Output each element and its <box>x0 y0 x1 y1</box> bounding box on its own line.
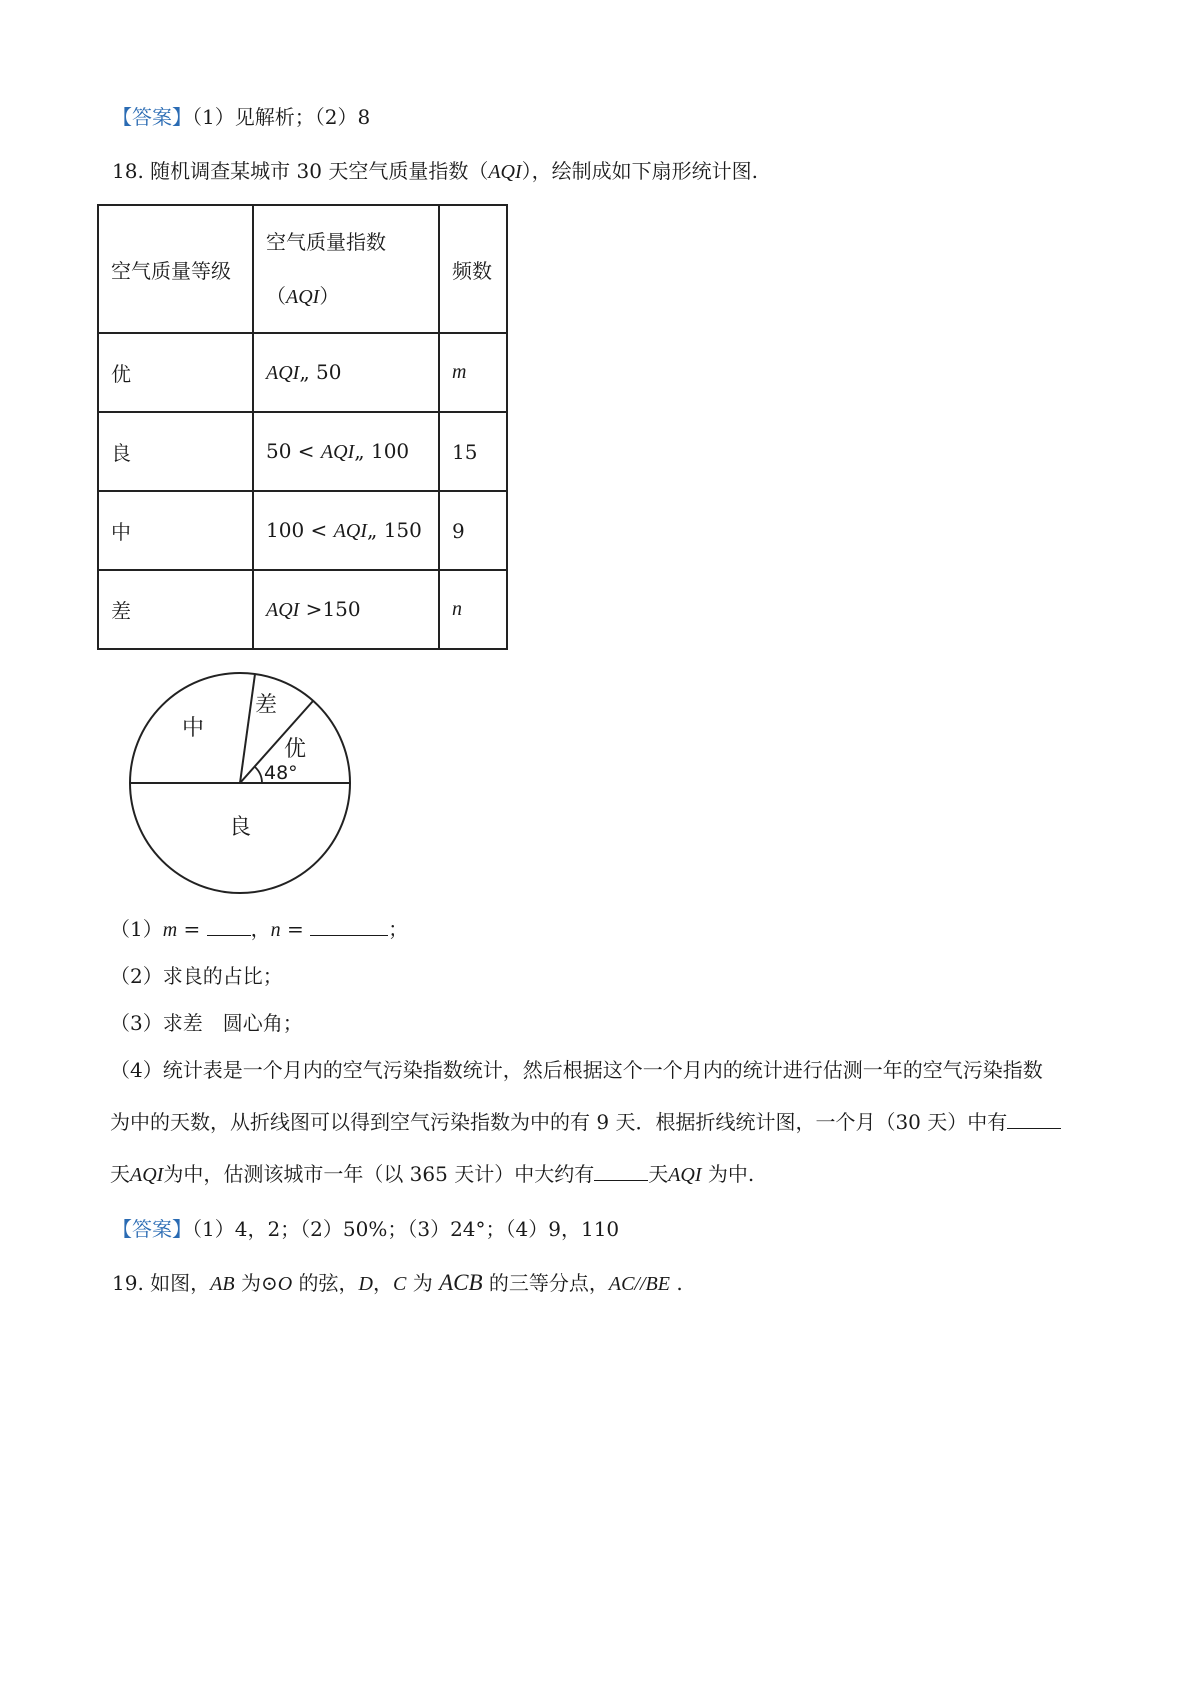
blank-days-year <box>594 1160 648 1181</box>
stem-text: 随机调查某城市 30 天空气质量指数（ <box>150 159 489 183</box>
table-header-row <box>98 205 507 333</box>
answer-text: （1）4，2；（2）50%；（3）24°；（4）9，110 <box>192 1217 620 1241</box>
pie-label-zhong: 中 <box>182 716 205 741</box>
subq4-text-mid: 为中，估测该城市一年（以 365 天计）中大约有 <box>163 1162 595 1186</box>
previous-answer <box>112 103 370 131</box>
range-post: „ 100 <box>354 439 410 463</box>
q19-text-end: . <box>669 1271 683 1295</box>
pie-divider-zhong-cha <box>240 674 255 783</box>
cell-level: 优 <box>98 333 253 412</box>
q19-text: 为 <box>234 1271 261 1295</box>
header-index-line1: 空气质量指数 <box>266 229 386 254</box>
range-pre: 100 < <box>266 518 334 542</box>
aqi-var: AQI <box>130 1164 164 1186</box>
cell-frequency: 9 <box>439 491 507 570</box>
answer-text: （1）见解析；（2）8 <box>192 105 371 129</box>
answer-tag: 【答案】 <box>112 1217 192 1241</box>
angle-label: 48° <box>264 762 298 784</box>
blank-days-month <box>1007 1108 1061 1129</box>
paren-open: （ <box>266 283 286 308</box>
aqi-var: AQI <box>286 285 320 308</box>
subquestion-4-line3 <box>110 1160 754 1189</box>
table-row <box>98 491 507 570</box>
subq4-text: 天 <box>110 1162 130 1186</box>
cell-frequency: n <box>439 570 507 649</box>
aqi-var: AQI <box>266 362 300 384</box>
equals-sign: = <box>177 917 207 941</box>
aqi-var: AQI <box>266 599 300 621</box>
cell-frequency: m <box>439 333 507 412</box>
header-index-line2 <box>266 269 426 324</box>
subquestion-3: （3）求差 圆心角； <box>110 1011 303 1035</box>
header-frequency: 频数 <box>439 205 507 333</box>
subq-number: （1） <box>110 917 163 941</box>
subq4-text: 为中的天数，从折线图可以得到空气污染指数为中的有 9 天．根据折线统计图，一个月（30 天）中有 <box>110 1110 1008 1134</box>
range-pre: 50 < <box>266 439 321 463</box>
cell-level: 良 <box>98 412 253 491</box>
arc-acb: ACB <box>439 1270 483 1295</box>
header-index <box>253 205 439 333</box>
q19-text: 的弦， <box>292 1271 359 1295</box>
blank-n <box>310 915 388 936</box>
cell-range <box>253 491 439 570</box>
cell-level: 差 <box>98 570 253 649</box>
table-row <box>98 570 507 649</box>
subquestion-4-line2 <box>110 1108 1061 1136</box>
pie-label-liang: 良 <box>229 815 252 840</box>
paren-close: ） <box>319 283 340 308</box>
subquestion-1 <box>110 915 408 944</box>
var-c: C <box>393 1273 407 1295</box>
cell-range <box>253 570 439 649</box>
aqi-var: AQI <box>333 520 367 542</box>
subquestion-4-line1: （4）统计表是一个月内的空气污染指数统计，然后根据这个一个月内的统计进行估测一年的空气污染指数 <box>110 1058 1043 1082</box>
pie-label-you: 优 <box>284 737 307 762</box>
range-post: >150 <box>299 597 361 621</box>
var-o: O <box>277 1273 293 1295</box>
var-m: m <box>162 919 178 941</box>
circle-symbol: ⊙ <box>260 1271 278 1295</box>
q19-text: 为 <box>406 1271 440 1295</box>
question-19-stem <box>112 1269 683 1298</box>
q19-text: 如图， <box>143 1271 211 1295</box>
equals-sign: = <box>280 917 311 941</box>
cell-level: 中 <box>98 491 253 570</box>
terminator: ； <box>388 917 409 941</box>
question-number: 19. <box>112 1271 144 1295</box>
separator: ， <box>250 917 271 941</box>
subquestion-2: （2）求良的占比； <box>110 964 283 988</box>
cell-range <box>253 412 439 491</box>
header-level: 空气质量等级 <box>98 205 253 333</box>
aqi-table <box>97 204 508 650</box>
pie-label-cha: 差 <box>255 693 278 718</box>
cell-range <box>253 333 439 412</box>
aqi-var: AQI <box>320 441 355 463</box>
cell-frequency: 15 <box>439 412 507 491</box>
subq4-day: 天 <box>648 1162 669 1186</box>
q19-text: ， <box>373 1271 393 1295</box>
q19-text: 的三等分点， <box>482 1271 609 1295</box>
answer-tag: 【答案】 <box>112 105 192 129</box>
table-row <box>98 333 507 412</box>
stem-text-end: ），绘制成如下扇形统计图. <box>521 159 759 183</box>
var-n: n <box>270 919 281 941</box>
pie-chart <box>125 668 355 898</box>
blank-m <box>207 915 251 936</box>
range-post: „ 150 <box>366 518 422 542</box>
var-ab: AB <box>210 1273 235 1295</box>
aqi-var: AQI <box>668 1164 702 1186</box>
var-d: D <box>358 1273 373 1295</box>
question-18-stem <box>112 157 758 186</box>
angle-arc <box>255 767 262 783</box>
answer-18 <box>112 1215 619 1243</box>
aqi-var: AQI <box>488 161 522 183</box>
var-ac-parallel-be: AC//BE <box>608 1273 670 1295</box>
question-number: 18. <box>112 159 144 183</box>
table-row <box>98 412 507 491</box>
range-post: „ 50 <box>299 360 342 384</box>
subq4-text-end: 为中. <box>701 1162 755 1186</box>
